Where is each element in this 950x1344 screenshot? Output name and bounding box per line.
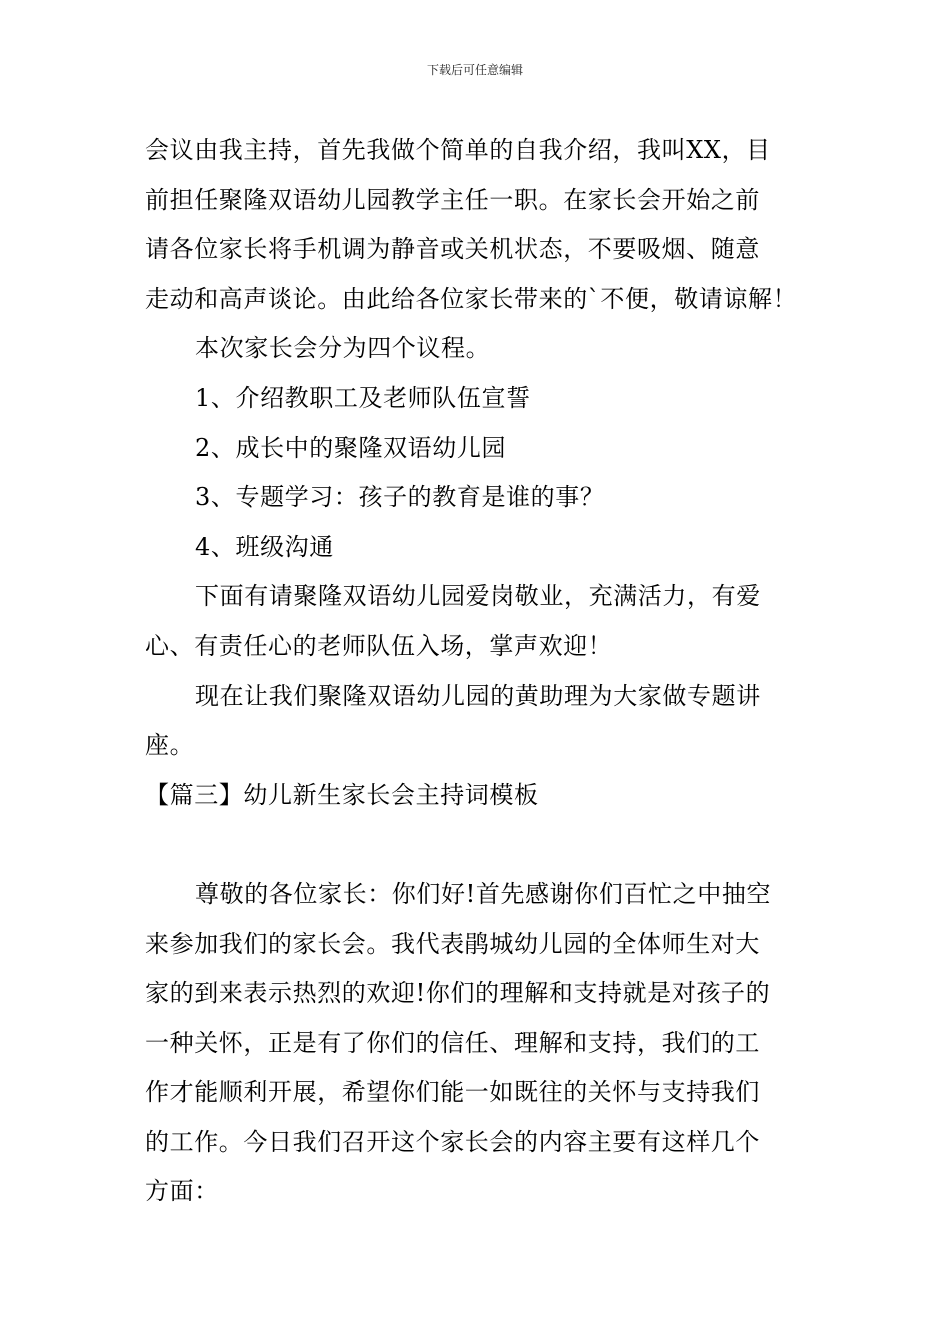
page-header: 下载后可任意编辑 bbox=[426, 63, 523, 77]
paragraph-line: 请各位家长将手机调为静音或关机状态，不要吸烟、随意 bbox=[145, 235, 760, 264]
paragraph-line: 本次家长会分为四个议程。 bbox=[195, 334, 491, 363]
agenda-item: 1、介绍教职工及老师队伍宣誓 bbox=[195, 383, 531, 412]
agenda-item: 4、班级沟通 bbox=[195, 532, 334, 561]
paragraph-line: 前担任聚隆双语幼儿园教学主任一职。在家长会开始之前 bbox=[145, 185, 760, 214]
paragraph-line: 作才能顺利开展，希望你们能一如既往的关怀与支持我们 bbox=[145, 1078, 760, 1107]
paragraph-line: 来参加我们的家长会。我代表鹃城幼儿园的全体师生对大 bbox=[145, 929, 760, 958]
paragraph-line: 会议由我主持，首先我做个简单的自我介绍，我叫XX，目 bbox=[145, 136, 771, 164]
document-body bbox=[145, 126, 810, 1217]
blank-line bbox=[145, 820, 810, 870]
section-heading: 【篇三】幼儿新生家长会主持词模板 bbox=[145, 780, 539, 809]
paragraph-line: 一种关怀，正是有了你们的信任、理解和支持，我们的工 bbox=[145, 1028, 760, 1057]
paragraph-line: 走动和高声谈论。由此给各位家长带来的`不便，敬请谅解！ bbox=[145, 284, 798, 313]
agenda-item: 3、专题学习：孩子的教育是谁的事？ bbox=[195, 483, 605, 512]
paragraph-line: 心、有责任心的老师队伍入场，掌声欢迎！ bbox=[145, 631, 613, 660]
paragraph-line: 尊敬的各位家长：你们好!首先感谢你们百忙之中抽空 bbox=[195, 879, 772, 908]
paragraph-line: 的工作。今日我们召开这个家长会的内容主要有这样几个 bbox=[145, 1127, 760, 1156]
paragraph-line: 下面有请聚隆双语幼儿园爱岗敬业，充满活力，有爱 bbox=[195, 582, 761, 611]
paragraph-line: 座。 bbox=[145, 731, 195, 760]
paragraph-line: 方面： bbox=[145, 1177, 219, 1206]
paragraph-line: 家的到来表示热烈的欢迎!你们的理解和支持就是对孩子的 bbox=[145, 979, 771, 1008]
paragraph-line: 现在让我们聚隆双语幼儿园的黄助理为大家做专题讲 bbox=[195, 681, 761, 710]
agenda-item: 2、成长中的聚隆双语幼儿园 bbox=[195, 433, 507, 462]
